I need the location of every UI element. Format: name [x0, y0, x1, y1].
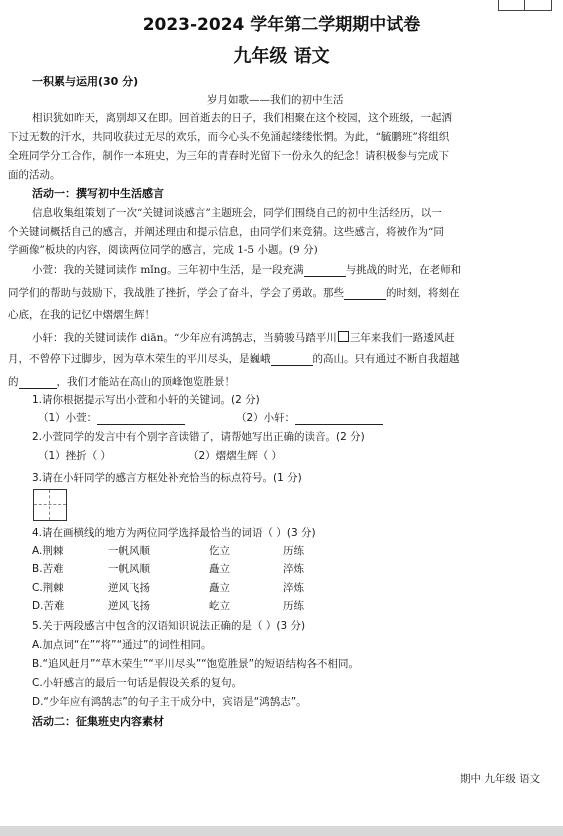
xiaoying-line: 小萱：我的关键词读作 mǐng。三年初中生活，是一段充满 与挑战的时光，在老师和	[32, 264, 462, 276]
question-1: 1.请你根据提示写出小萱和小轩的关键词。(2 分)	[32, 394, 260, 406]
intro-line: 下过无数的汗水，共同收获过无尽的欢乐，而今心头不免涌起缕缕怅惘。为此，“毓鹏班”将组织	[8, 131, 450, 143]
q2-answer: （2）熠熠生辉（ ）	[188, 450, 283, 462]
q1-answer-line: （1）小萱：	[38, 410, 185, 425]
answer-blank[interactable]	[97, 413, 185, 425]
question-4: 4.请在画横线的地方为两位同学选择最恰当的词语（ ）(3 分)	[32, 527, 316, 539]
punctuation-answer-box[interactable]	[33, 489, 67, 521]
question-2: 2.小萱同学的发言中有个别字音读错了，请帮她写出正确的读音。(2 分)	[32, 431, 365, 443]
answer-blank[interactable]	[19, 377, 57, 389]
xiaoying-line: 心底，在我的记忆中熠熠生辉！	[8, 309, 155, 321]
exam-subtitle: 九年级 语文	[233, 46, 330, 67]
q5-option[interactable]: C.小轩感言的最后一句话是假设关系的复句。	[32, 677, 243, 689]
section-heading: 一积累与运用(30 分)	[32, 75, 139, 88]
intro-line: 面的活动。	[8, 169, 61, 181]
activity1-line: 个关键词概括自己的感言，并阐述理由和提示信息，由同学们来竞猜。这些感言，将被作为“同	[8, 226, 444, 238]
page-footer: 期中 九年级 语文	[460, 773, 541, 785]
exam-title: 2023-2024 学年第二学期期中试卷	[142, 15, 421, 35]
activity1-line: 信息收集组策划了一次“关键词谈感言”主题班会，同学们围绕自己的初中生活经历，以一	[32, 207, 442, 219]
xiaoxuan-line: 的 ，我们才能站在高山的顶峰饱览胜景！	[8, 376, 235, 388]
intro-theme: 岁月如歌——我们的初中生活	[207, 94, 344, 106]
q1-answer-line: （2）小轩：	[236, 410, 383, 425]
q5-option[interactable]: D.“少年应有鸿鹄志”的句子主干成分中，宾语是“鸿鹄志”。	[32, 696, 307, 708]
activity2-title: 活动二：征集班史内容素材	[32, 715, 164, 728]
page-bottom-bar	[0, 826, 563, 836]
answer-blank[interactable]	[344, 288, 386, 300]
intro-line: 全班同学分工合作，制作一本班史，为三年的青春时光留下一份永久的纪念！请积极参与完成下	[8, 150, 449, 162]
activity1-line: 学画像”板块的内容，阅读两位同学的感言，完成 1-5 小题。(9 分)	[8, 244, 318, 256]
answer-blank[interactable]	[271, 354, 313, 366]
xiaoxuan-line: 月，不曾停下过脚步，因为草木荣生的平川尽头，是巍峨 的高山。只有通过不断自我超越	[8, 353, 460, 365]
q5-option[interactable]: A.加点词“在”“将”“通过”的词性相同。	[32, 639, 212, 651]
question-5: 5.关于两段感言中包含的汉语知识说法正确的是（ ）(3 分)	[32, 620, 306, 632]
activity1-title: 活动一：撰写初中生活感言	[32, 187, 164, 200]
intro-line: 相识犹如昨天，离别却又在即。回首逝去的日子，我们相聚在这个校园，这个班级，一起洒	[32, 112, 452, 124]
punctuation-box[interactable]	[338, 331, 349, 342]
q5-option[interactable]: B.“追风赶月”“草木荣生”“平川尽头”“饱览胜景”的短语结构各不相同。	[32, 658, 360, 670]
question-3: 3.请在小轩同学的感言方框处补充恰当的标点符号。(1 分)	[32, 472, 302, 484]
q2-answer: （1）挫折（ ）	[38, 450, 112, 462]
answer-blank[interactable]	[295, 413, 383, 425]
answer-blank[interactable]	[304, 265, 346, 277]
xiaoxuan-line: 小轩：我的关键词读作 diān。“少年应有鸿鹄志，当骑骏马踏平川 三年来我们一路逶风赶	[32, 332, 455, 344]
xiaoying-line: 同学们的帮助与鼓励下，我战胜了挫折，学会了奋斗，学会了勇敢。那些 的时刻，将刻在	[8, 287, 460, 299]
